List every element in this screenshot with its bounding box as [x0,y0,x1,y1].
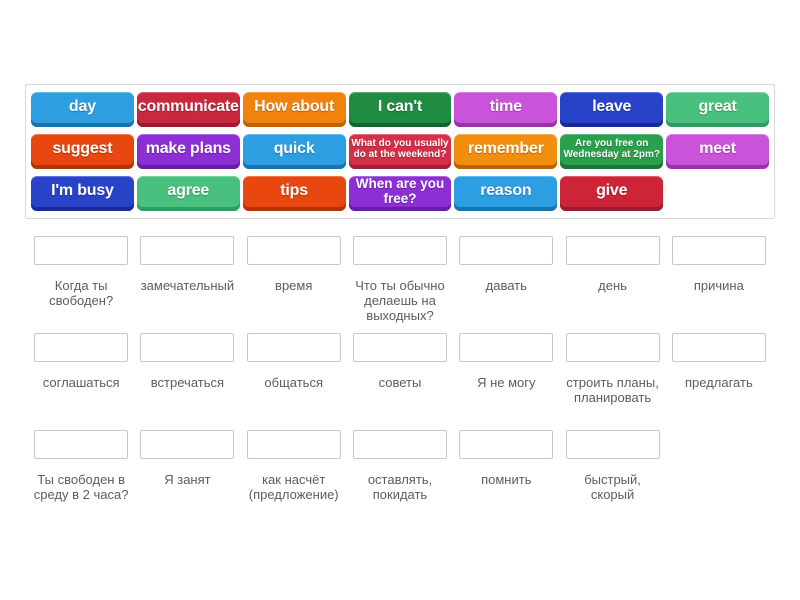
match-slot-cell [134,236,240,324]
match-slot-cell [347,236,453,324]
keywords-panel [25,84,775,219]
answer-drop-slot[interactable] [34,236,128,265]
match-slot-cell [666,236,772,324]
keyword-tile[interactable]: communicate [137,92,240,127]
definition-label: соглашаться [42,375,120,390]
keyword-tile[interactable]: great [666,92,769,127]
match-slot-cell [28,333,134,421]
definition-label: Я занят [164,472,211,487]
match-slot-cell [241,333,347,421]
answer-drop-slot[interactable] [247,333,341,362]
answer-drop-slot[interactable] [459,333,553,362]
definition-label: день [598,278,627,293]
match-slot-cell [559,236,665,324]
keyword-tile[interactable]: give [560,176,663,211]
match-slot-cell [347,430,453,518]
keyword-tile[interactable]: When are you free? [349,176,452,211]
definition-label: встречаться [150,375,225,390]
keyword-tile[interactable]: What do you usually do at the weekend? [349,134,452,169]
answer-drop-slot[interactable] [353,430,447,459]
answer-drop-slot[interactable] [140,430,234,459]
keyword-tile[interactable]: make plans [137,134,240,169]
answer-drop-slot[interactable] [672,236,766,265]
answer-drop-slot[interactable] [247,430,341,459]
keyword-tile[interactable]: tips [243,176,346,211]
definition-label: оставлять, покидать [367,472,433,503]
keyword-tile[interactable]: remember [454,134,557,169]
match-slot-cell [347,333,453,421]
keyword-tile[interactable]: time [454,92,557,127]
definition-label: время [275,278,313,293]
definition-label: Ты свободен в среду в 2 часа? [33,472,129,503]
definition-label: советы [378,375,422,390]
keyword-tiles-grid [31,92,769,211]
keyword-tile[interactable]: meet [666,134,769,169]
match-slot-cell [453,236,559,324]
keyword-tile[interactable]: How about [243,92,346,127]
keyword-tile[interactable]: day [31,92,134,127]
keyword-tile[interactable]: leave [560,92,663,127]
answer-drop-slot[interactable] [672,333,766,362]
match-slot-cell [453,333,559,421]
match-slot-cell [453,430,559,518]
answer-drop-slot[interactable] [353,333,447,362]
definition-label: быстрый, скорый [584,472,641,503]
keyword-tile[interactable]: quick [243,134,346,169]
definition-label: предлагать [684,375,753,390]
answer-drop-slot[interactable] [34,430,128,459]
answer-drop-slot[interactable] [459,430,553,459]
answer-drop-slot[interactable] [247,236,341,265]
match-slot-cell [241,236,347,324]
answers-grid [28,236,772,518]
keyword-tile[interactable]: I'm busy [31,176,134,211]
match-slot-cell [134,430,240,518]
answer-drop-slot[interactable] [459,236,553,265]
definition-label: строить планы, планировать [566,375,659,406]
answer-drop-slot[interactable] [566,236,660,265]
definition-label: как насчёт (предложение) [248,472,339,503]
answer-drop-slot[interactable] [140,333,234,362]
match-slot-cell [241,430,347,518]
definition-label: общаться [264,375,323,390]
answer-drop-slot[interactable] [353,236,447,265]
keyword-tile[interactable]: Are you free on Wednesday at 2pm? [560,134,663,169]
match-slot-cell [559,333,665,421]
definition-label: Когда ты свободен? [49,278,114,309]
answer-drop-slot[interactable] [566,430,660,459]
match-slot-cell [28,236,134,324]
answer-drop-slot[interactable] [140,236,234,265]
match-slot-cell [666,333,772,421]
keyword-tile[interactable]: suggest [31,134,134,169]
keyword-tile[interactable]: agree [137,176,240,211]
keyword-tile[interactable]: reason [454,176,557,211]
definition-label: помнить [481,472,532,487]
match-slot-cell [28,430,134,518]
match-slot-cell [559,430,665,518]
answer-drop-slot[interactable] [34,333,128,362]
answer-drop-slot[interactable] [566,333,660,362]
definition-label: замечательный [140,278,235,293]
definition-label: Я не могу [477,375,536,390]
definition-label: давать [485,278,527,293]
definition-label: Что ты обычно делаешь на выходных? [355,278,445,324]
definition-label: причина [693,278,744,293]
match-slot-cell [134,333,240,421]
keyword-tile[interactable]: I can't [349,92,452,127]
